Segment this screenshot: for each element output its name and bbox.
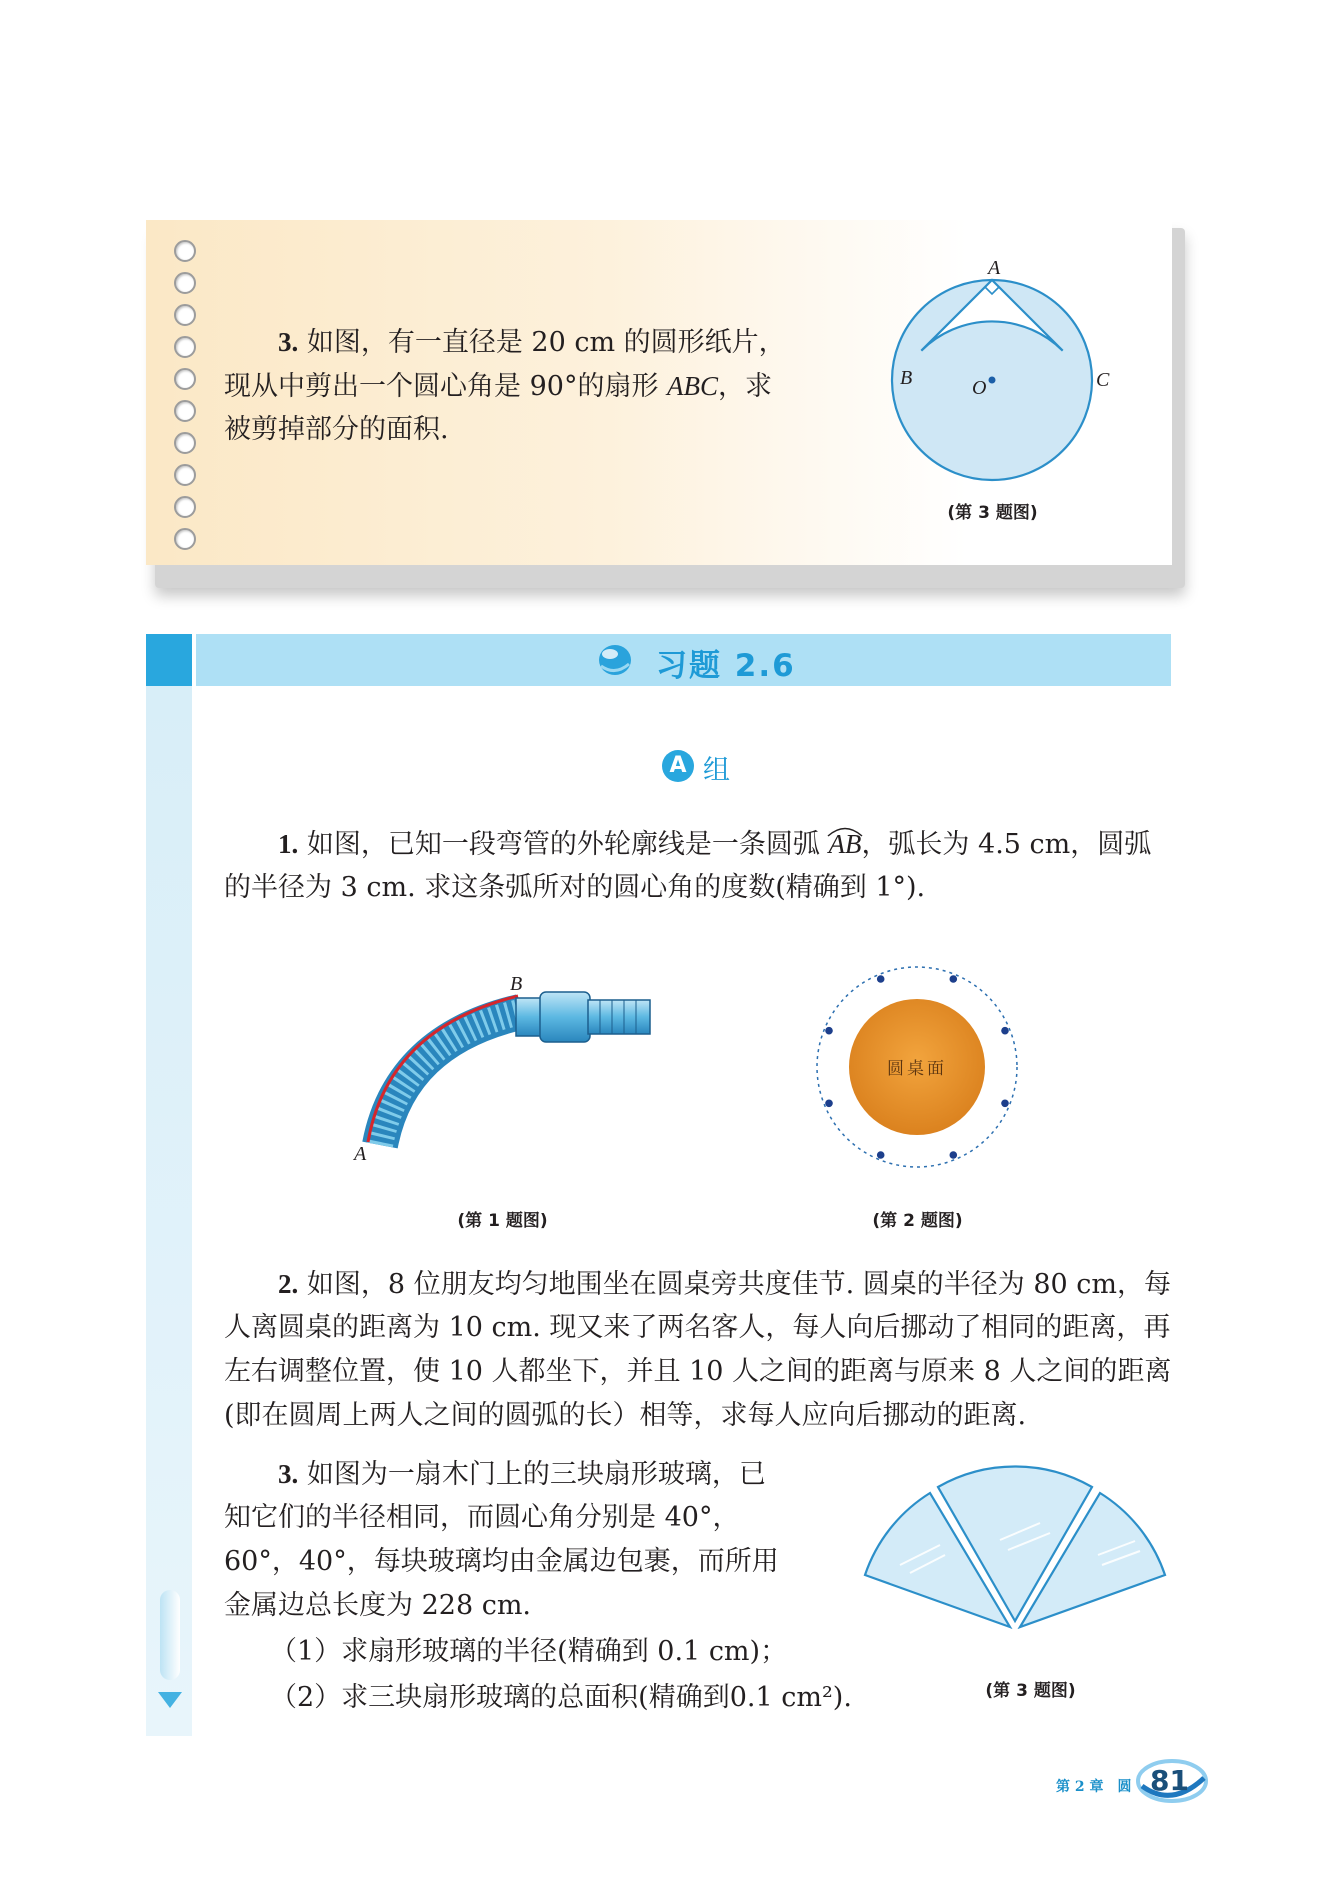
round-table-figure bbox=[810, 960, 1024, 1174]
exercise-text: 60°，40°，每块玻璃均由金属边包裹，而所用 bbox=[224, 1546, 779, 1577]
exercise-3-line bbox=[224, 1584, 531, 1628]
label-c: C bbox=[1096, 369, 1110, 391]
label-a: A bbox=[354, 1143, 367, 1165]
binder-ring bbox=[174, 400, 196, 422]
exercise-text: 左右调整位置，使 10 人都坐下，并且 10 人之间的距离与原来 8 人之间的距离 bbox=[224, 1356, 1172, 1387]
exercise-2-line bbox=[224, 1350, 1171, 1394]
label-b: B bbox=[510, 973, 523, 995]
seat-dot bbox=[950, 1151, 958, 1159]
exercise-number: 1. bbox=[278, 829, 299, 859]
binder-ring bbox=[174, 432, 196, 454]
seat-dot bbox=[877, 975, 885, 983]
group-badge: A bbox=[662, 750, 694, 782]
exercise-3-sub bbox=[270, 1630, 787, 1674]
label-b: B bbox=[900, 367, 913, 389]
question-text: 被剪掉部分的面积. bbox=[224, 414, 449, 445]
exercise-text: （2）求三块扇形玻璃的总面积(精确到0.1 cm²). bbox=[270, 1682, 852, 1713]
label-o: O bbox=[972, 377, 987, 399]
fan-windows-figure bbox=[850, 1455, 1180, 1635]
card-question-line bbox=[224, 364, 772, 409]
seat-dot bbox=[877, 1151, 885, 1159]
exercise-2-line bbox=[278, 1262, 1171, 1307]
exercise-text: 金属边总长度为 228 cm. bbox=[224, 1590, 532, 1621]
exercise-text: 人离圆桌的距离为 10 cm. 现又来了两名客人，每人向后挪动了相同的距离，再 bbox=[224, 1312, 1171, 1343]
figure-caption: (第 3 题图) bbox=[947, 503, 1038, 523]
exercise-1-line bbox=[224, 866, 925, 910]
exercise-text: 如图，已知一段弯管的外轮廓线是一条圆弧 bbox=[306, 829, 829, 860]
exercise-text: （1）求扇形玻璃的半径(精确到 0.1 cm)； bbox=[270, 1636, 788, 1667]
exercise-2-line bbox=[224, 1306, 1170, 1350]
seat-dot bbox=[825, 1027, 833, 1035]
figure-caption: (第 3 题图) bbox=[985, 1681, 1076, 1701]
section-title: 习题 2.6 bbox=[656, 648, 796, 684]
figure-caption: (第 1 题图) bbox=[457, 1211, 548, 1231]
arc-label: AB bbox=[828, 829, 862, 859]
question-number: 3. bbox=[278, 327, 299, 357]
binder-ring bbox=[174, 496, 196, 518]
exercise-text: 如图，8 位朋友均匀地围坐在圆桌旁共度佳节. 圆桌的半径为 80 cm，每 bbox=[306, 1269, 1172, 1300]
circle-sector-figure bbox=[860, 250, 1120, 510]
seat-dot bbox=[1001, 1027, 1009, 1035]
exercise-number: 2. bbox=[278, 1269, 299, 1299]
binder-ring bbox=[174, 528, 196, 550]
seat-dot bbox=[1001, 1100, 1009, 1108]
label-a: A bbox=[988, 257, 1001, 279]
binder-ring bbox=[174, 336, 196, 358]
exercise-text: ，弧长为 4.5 cm，圆弧 bbox=[861, 829, 1152, 860]
bent-pipe-figure bbox=[350, 970, 660, 1170]
card-question-line bbox=[224, 408, 449, 452]
binder-ring bbox=[174, 272, 196, 294]
side-scroll-thumb bbox=[160, 1590, 180, 1680]
arc-ab-notation bbox=[828, 829, 861, 859]
exercise-3-sub bbox=[270, 1676, 852, 1720]
exercise-2-line bbox=[224, 1394, 1026, 1438]
exercise-text: 知它们的半径相同，而圆心角分别是 40°， bbox=[224, 1502, 740, 1533]
exercise-3-line bbox=[278, 1452, 766, 1497]
question-text: 现从中剪出一个圆心角是 90°的扇形 bbox=[224, 371, 668, 402]
globe-icon bbox=[596, 642, 634, 678]
binder-ring bbox=[174, 304, 196, 326]
side-strip bbox=[146, 686, 192, 1736]
page-number: 81 bbox=[1150, 1764, 1189, 1797]
section-header-tab bbox=[146, 634, 192, 686]
exercise-text: (即在圆周上两人之间的圆弧的长）相等，求每人应向后挪动的距离. bbox=[224, 1400, 1027, 1431]
binder-ring bbox=[174, 464, 196, 486]
down-arrow-icon bbox=[158, 1692, 182, 1708]
chapter-label: 第 2 章 圆 bbox=[1056, 1779, 1132, 1795]
arc-symbol-icon bbox=[826, 825, 864, 837]
table-label: 圆桌面 bbox=[887, 1059, 947, 1079]
center-point bbox=[989, 377, 996, 384]
group-label: 组 bbox=[703, 755, 730, 786]
figure-caption: (第 2 题图) bbox=[872, 1211, 963, 1231]
exercise-number: 3. bbox=[278, 1459, 299, 1489]
seat-dot bbox=[825, 1100, 833, 1108]
question-text: ，求 bbox=[718, 371, 773, 402]
exercise-1-line bbox=[278, 822, 1151, 867]
exercise-text: 如图为一扇木门上的三块扇形玻璃，已 bbox=[306, 1459, 766, 1490]
card-question-line bbox=[278, 320, 786, 365]
binder-ring bbox=[174, 368, 196, 390]
binder-ring bbox=[174, 240, 196, 262]
question-text: 如图，有一直径是 20 cm 的圆形纸片， bbox=[306, 327, 786, 358]
exercise-3-line bbox=[224, 1540, 779, 1584]
seat-dot bbox=[950, 975, 958, 983]
exercise-3-line bbox=[224, 1496, 739, 1540]
exercise-text: 的半径为 3 cm. 求这条弧所对的圆心角的度数(精确到 1°). bbox=[224, 872, 926, 903]
sector-name: ABC bbox=[667, 371, 719, 401]
